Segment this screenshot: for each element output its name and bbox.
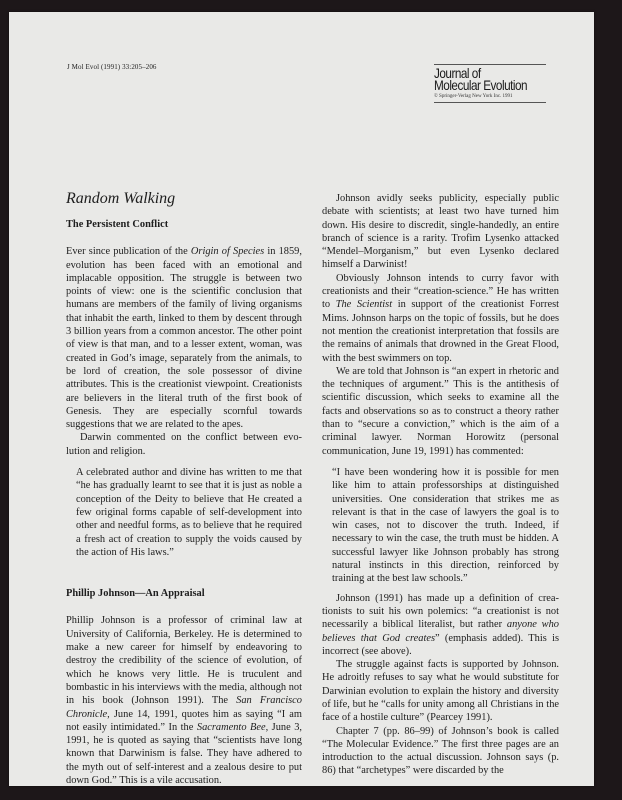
paragraph: Ever since publication of the Origin of Species in 1859, evolution has been faced with an emotional and implacable opposition. The struggle is between two points of view: one is the scientific conclusion that humans are members of the family of living organisms that inhabit the earth, linked to them by descent through 3 billion years from a common ancestor. The other point of view is that man, and to a lesser extent, woman, was created in God’s image, separately from the animals, to be lord of creation, the sole possessor of divine attributes. This is the creationist viewpoint. Creationists are believers in the literal truth of the first book of Genesis. They are especially scornful towards suggestions that we are related to the apes. bbox=[66, 246, 302, 431]
article-title: Random Walking bbox=[66, 190, 176, 207]
journal-citation: J Mol Evol (1991) 33:205–206 bbox=[67, 63, 157, 71]
paragraph: We are told that Johnson is “an expert in rhetoric and the techniques of argument.” This is the antithesis of scientific discussion, which seeks to examine all the facts and observations so as to construct a theory rather than to “secure a conviction,” which is the aim of a criminal lawyer. Norman Horowitz (personal communication, June 19, 1991) has commented: bbox=[322, 365, 559, 457]
paragraph: Darwin commented on the conflict between evolution and religion. bbox=[66, 432, 302, 457]
paragraph: The struggle against facts is supported by Johnson. He adroitly refuses to say what he would substitute for Darwinian evolution to explain the history and diversity of life, but he “calls for unity among all Christians in the face of a hostile culture” (Pearcey 1991). bbox=[322, 659, 559, 724]
paragraph: Chapter 7 (pp. 86–99) of Johnson’s book is called “The Molecular Evidence.” The first three pages are an introduction to the actual discussion. Johnson says (p. 86) that “archetypes” were discarded by the bbox=[322, 725, 559, 777]
left-column bbox=[66, 190, 302, 787]
journal-name-line1: Journal of bbox=[434, 65, 481, 81]
block-quote-horowitz: “I have been wondering how it is possible for men like him to attain professorships at distinguished universities. One consideration that strikes me as relevant is that in the case of lawyers the goal is to win cases, not to discover the truth. Indeed, if necessary to win the case, the truth must be hidden. A successful lawyer like Johnson probably has strong natural instincts in this direction, reinforced by training at the best law schools.” bbox=[332, 466, 559, 585]
section-heading-persistent-conflict: The Persistent Conflict bbox=[66, 219, 169, 230]
section-heading-johnson-appraisal: Phillip Johnson—An Appraisal bbox=[66, 588, 205, 600]
paragraph: Phillip Johnson is a professor of criminal law at University of California, Berkeley. He is determined to make a new career for himself by endeavoring to destroy the credibility of the science of evolution, of which he knows very little. He is truculent and bombastic in his interviews with the media, although not in his book (Johnson 1991). The San Francisco Chronicle, June 14, 1991, quotes him as saying “I am not easily intimidated.” In the Sacramento Bee, June 3, 1991, he is quoted as saying that “scientists have long known that Darwinism is false. They have adhered to the myth out of self-interest and a zealous desire to put down God.” This is a vile accusation. bbox=[66, 615, 302, 786]
document-page bbox=[9, 12, 594, 786]
copyright-notice: © Springer-Verlag New York Inc. 1991 bbox=[434, 94, 513, 99]
paragraph: Obviously Johnson intends to curry favor with creationists and their “creation-science.” He has written to The Scientist in support of the creationist Forrest Mims. Johnson harps on the topic of fossils, but he does not mention the creationist interpretation that fossils are the remains of animals that drowned in the Great Flood, with the best swimmers on top. bbox=[322, 272, 560, 364]
paragraph: Johnson (1991) has made up a definition of creationists to suit his own polemics: “a creationist is not necessarily a biblical literalist, but rather anyone who believes that God creates” (emphasis added). This is incorrect (see above). bbox=[322, 592, 559, 657]
paragraph: Johnson avidly seeks publicity, especially public debate with scientists; at least two have turned him down. His desire to discredit, single-handedly, an entire branch of science is a rarity. Trofim Lysenko attacked “Mendel–Morganism,” but even Lysenko declared himself a Darwinist! bbox=[322, 193, 559, 271]
block-quote-darwin: A celebrated author and divine has written to me that “he has gradually learnt to see that it is just as noble a conception of the Deity to believe that He created a few original forms capable of self-development into other and needful forms, as to believe that he required a fresh act of creation to supply the voids caused by the action of His laws.” bbox=[76, 467, 302, 558]
right-column bbox=[322, 192, 559, 778]
journal-name-line2: Molecular Evolution bbox=[434, 77, 528, 93]
journal-masthead bbox=[434, 64, 546, 103]
